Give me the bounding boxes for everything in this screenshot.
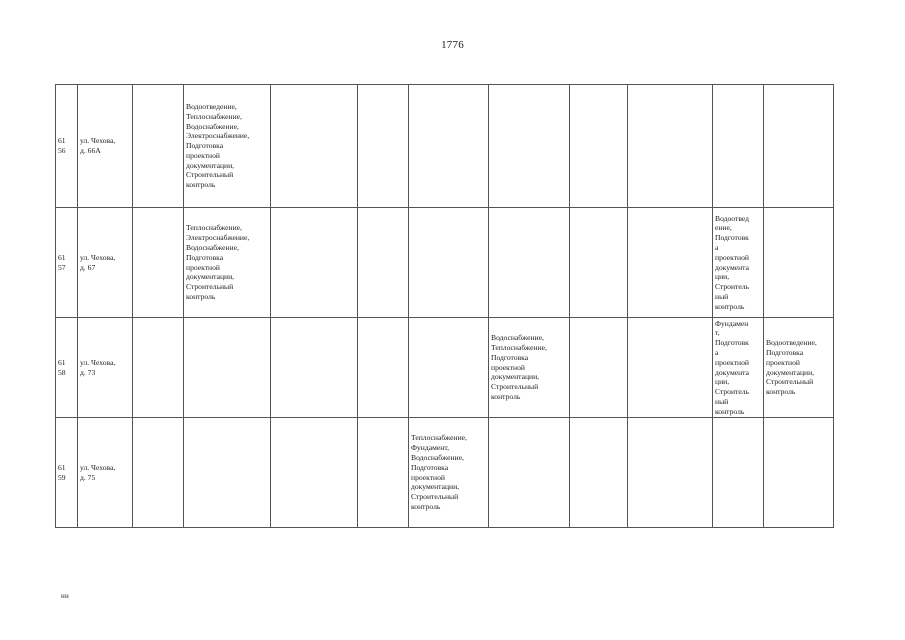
work-cell	[628, 85, 713, 208]
work-cell	[271, 208, 358, 318]
work-cell	[271, 318, 358, 418]
works-table	[55, 84, 834, 528]
work-cell: Водоотвед ение, Подготовк а проектной документа ции, Строитель ный контроль	[713, 208, 764, 318]
table-row	[56, 85, 834, 208]
address-cell: ул. Чехова, д. 66А	[78, 85, 133, 208]
address-cell: ул. Чехова, д. 67	[78, 208, 133, 318]
row-number: 61 59	[56, 418, 78, 528]
work-cell: Водоотведение, Теплоснабжение, Водоснабжение, Электроснабжение, Подготовка проектной документации, Строительный контроль	[184, 85, 271, 208]
work-cell: Водоснабжение, Теплоснабжение, Подготовка проектной документации, Строительный контроль	[489, 318, 570, 418]
work-cell	[489, 208, 570, 318]
work-cell	[184, 318, 271, 418]
row-number: 61 58	[56, 318, 78, 418]
page-number: 1776	[441, 39, 464, 51]
work-cell	[764, 85, 834, 208]
work-cell	[570, 208, 628, 318]
work-cell	[713, 85, 764, 208]
work-cell: Водоотведение, Подготовка проектной документации, Строительный контроль	[764, 318, 834, 418]
work-cell	[271, 85, 358, 208]
work-cell	[570, 418, 628, 528]
work-cell	[358, 418, 409, 528]
work-cell	[570, 318, 628, 418]
work-cell	[628, 208, 713, 318]
work-cell	[133, 318, 184, 418]
work-cell	[628, 418, 713, 528]
work-cell	[133, 418, 184, 528]
work-cell	[184, 418, 271, 528]
work-cell	[358, 208, 409, 318]
work-cell	[764, 208, 834, 318]
work-cell	[764, 418, 834, 528]
footer-mark: нн	[61, 592, 70, 600]
work-cell	[489, 85, 570, 208]
work-cell	[409, 318, 489, 418]
work-cell: Теплоснабжение, Электроснабжение, Водоснабжение, Подготовка проектной документации, Строительный контроль	[184, 208, 271, 318]
work-cell	[713, 418, 764, 528]
work-cell: Теплоснабжение, Фундамент, Водоснабжение, Подготовка проектной документации, Строительный контроль	[409, 418, 489, 528]
table-row	[56, 208, 834, 318]
table-row	[56, 318, 834, 418]
work-cell	[133, 208, 184, 318]
work-cell	[271, 418, 358, 528]
work-cell	[358, 318, 409, 418]
address-cell: ул. Чехова, д. 75	[78, 418, 133, 528]
work-cell	[570, 85, 628, 208]
work-cell: Фундамен т, Подготовк а проектной документа ции, Строитель ный контроль	[713, 318, 764, 418]
row-number: 61 57	[56, 208, 78, 318]
row-number: 61 56	[56, 85, 78, 208]
work-cell	[409, 85, 489, 208]
work-cell	[409, 208, 489, 318]
address-cell: ул. Чехова, д. 73	[78, 318, 133, 418]
work-cell	[628, 318, 713, 418]
table-row	[56, 418, 834, 528]
work-cell	[358, 85, 409, 208]
work-cell	[133, 85, 184, 208]
work-cell	[489, 418, 570, 528]
